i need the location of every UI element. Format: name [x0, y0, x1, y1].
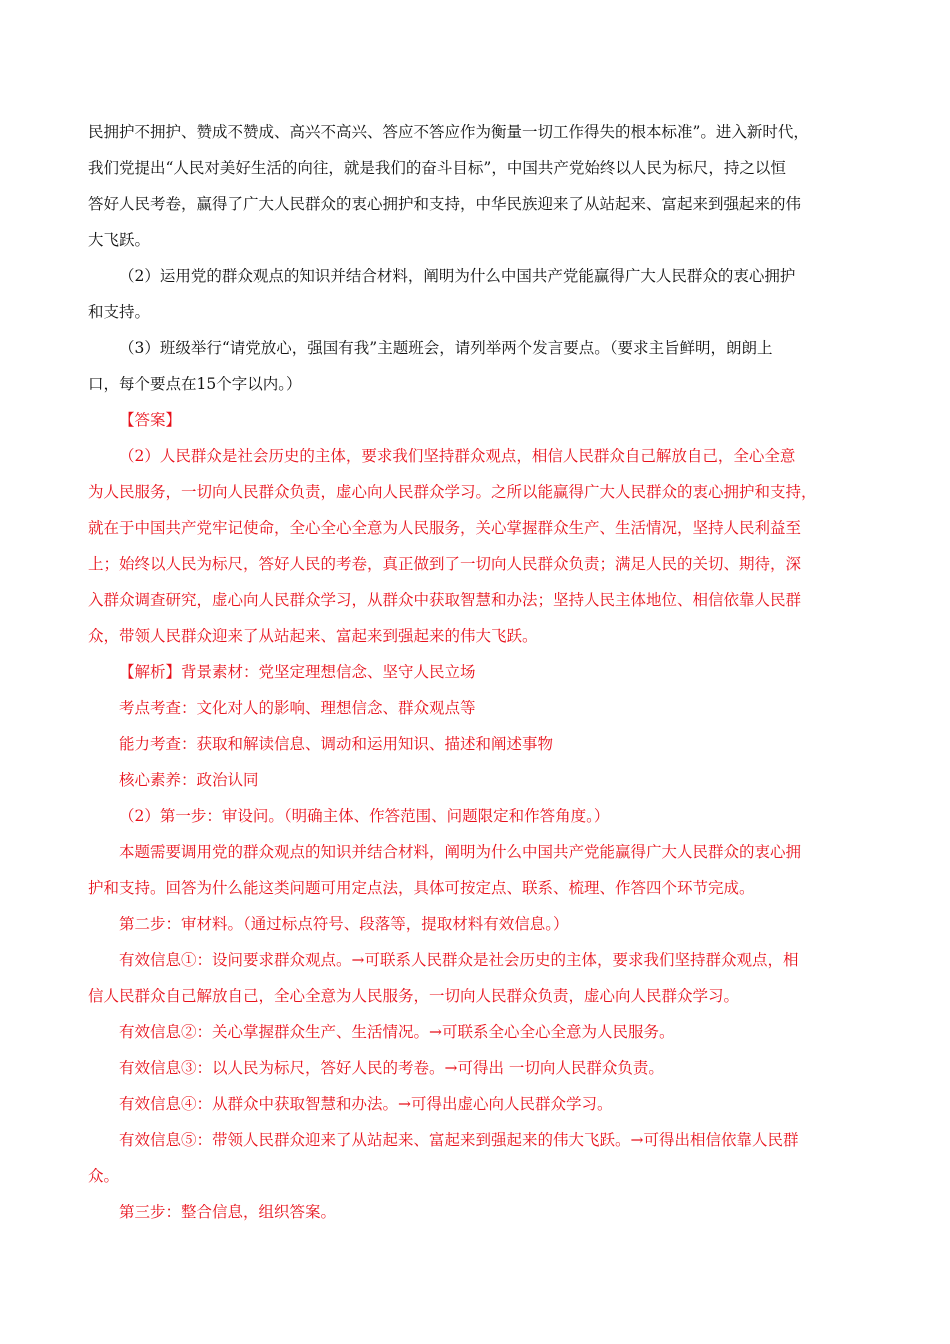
- text-line: 信人民群众自己解放自己，全心全意为人民服务，一切向人民群众负责，虚心向人民群众学习。: [88, 987, 740, 1005]
- text-line: 众。: [88, 1167, 120, 1185]
- text-line: （3）班级举行“请党放心，强国有我”主题班会，请列举两个发言要点。（要求主旨鲜明，朗朗上: [119, 339, 773, 357]
- text-line: 大飞跃。: [88, 231, 151, 249]
- text-line: 就在于中国共产党牢记使命，全心全心全意为人民服务，关心掌握群众生产、生活情况，坚持人民利益至: [88, 519, 802, 537]
- text-line: 能力考查：获取和解读信息、调动和运用知识、描述和阐述事物: [119, 735, 554, 753]
- text-line: 民拥护不拥护、赞成不赞成、高兴不高兴、答应不答应作为衡量一切工作得失的根本标准”。进入新时代，: [88, 123, 809, 141]
- analysis-paragraph: [88, 834, 860, 906]
- text-line: 有效信息①：设问要求群众观点。→可联系人民群众是社会历史的主体，要求我们坚持群众观点，相: [119, 951, 799, 969]
- info-1: [88, 942, 860, 1014]
- question-2: [88, 258, 860, 330]
- info-4: 有效信息④：从群众中获取智慧和办法。→可得出虚心向人民群众学习。: [119, 1095, 613, 1113]
- info-2: 有效信息②：关心掌握群众生产、生活情况。→可联系全心全心全意为人民服务。: [119, 1023, 675, 1041]
- answer-paragraph: [88, 438, 860, 654]
- analysis-label: 【解析】: [119, 663, 182, 681]
- text-line: 入群众调查研究，虚心向人民群众学习，从群众中获取智慧和办法；坚持人民主体地位、相信依靠人民群: [88, 591, 802, 609]
- text-line: 答好人民考卷，赢得了广大人民群众的衷心拥护和支持，中华民族迎来了从站起来、富起来到强起来的伟: [88, 195, 802, 213]
- text-line: 有效信息⑤：带领人民群众迎来了从站起来、富起来到强起来的伟大飞跃。→可得出相信依靠人民群: [119, 1131, 799, 1149]
- info-5: [88, 1122, 860, 1194]
- text-line: 考点考查：文化对人的影响、理想信念、群众观点等: [119, 699, 476, 717]
- text-line: 本题需要调用党的群众观点的知识并结合材料，阐明为什么中国共产党能赢得广大人民群众的衷心拥: [119, 843, 802, 861]
- text-line: 口，每个要点在15个字以内。）: [88, 375, 302, 393]
- text-line: 我们党提出“人民对美好生活的向往，就是我们的奋斗目标”，中国共产党始终以人民为标尺，持之以恒: [88, 159, 786, 177]
- text-line: （2）第一步：审设问。（明确主体、作答范围、问题限定和作答角度。）: [119, 807, 610, 825]
- answer-label: 【答案】: [119, 411, 182, 429]
- text-line: 众，带领人民群众迎来了从站起来、富起来到强起来的伟大飞跃。: [88, 627, 538, 645]
- text-line: 护和支持。回答为什么能这类问题可用定点法，具体可按定点、联系、梳理、作答四个环节完成。: [88, 879, 755, 897]
- analysis-heading: [88, 654, 860, 690]
- step-2: 第二步：审材料。（通过标点符号、段落等，提取材料有效信息。）: [119, 915, 569, 933]
- text-line: （2）运用党的群众观点的知识并结合材料，阐明为什么中国共产党能赢得广大人民群众的衷心拥护: [119, 267, 796, 285]
- document-content: [88, 114, 860, 1230]
- analysis-background: 背景素材：党坚定理想信念、坚守人民立场: [181, 663, 476, 681]
- text-line: 上；始终以人民为标尺，答好人民的考卷，真正做到了一切向人民群众负责；满足人民的关切、期待，深: [88, 555, 802, 573]
- info-3: 有效信息③：以人民为标尺，答好人民的考卷。→可得出 一切向人民群众负责。: [119, 1059, 664, 1077]
- text-line: （2）人民群众是社会历史的主体，要求我们坚持群众观点，相信人民群众自己解放自己，全心全意: [119, 447, 796, 465]
- text-line: 核心素养：政治认同: [119, 771, 259, 789]
- question-3: [88, 330, 860, 402]
- step-3: 第三步：整合信息，组织答案。: [119, 1203, 337, 1221]
- text-line: 和支持。: [88, 303, 151, 321]
- material-paragraph: [88, 114, 860, 258]
- text-line: 为人民服务，一切向人民群众负责，虚心向人民群众学习。之所以能赢得广大人民群众的衷心拥护和支持，: [88, 483, 817, 501]
